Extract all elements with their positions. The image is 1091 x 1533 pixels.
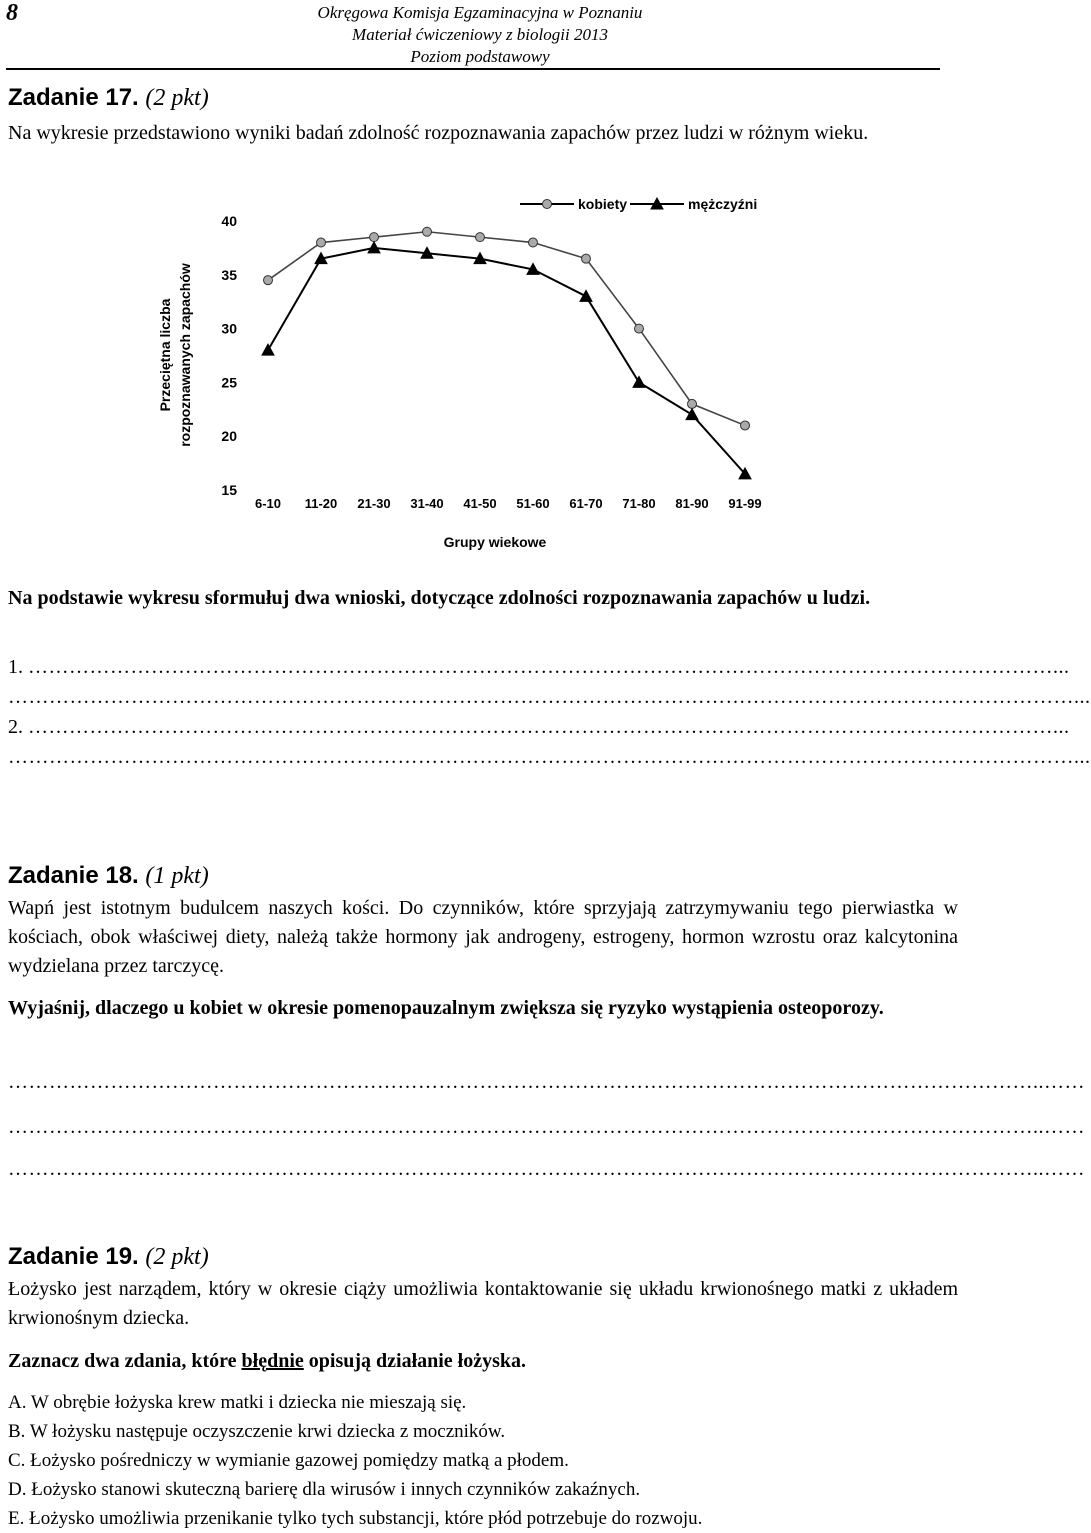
option-e[interactable]: E. Łożysko umożliwia przenikanie tylko tych substancji, które płód potrzebuje do rozwoju. [8, 1508, 703, 1529]
data-point [529, 238, 538, 247]
task19-points: (2 pkt) [145, 1244, 209, 1270]
data-point [264, 276, 273, 285]
option-a[interactable]: A. W obrębie łożyska krew matki i dziecka nie mieszają się. [8, 1392, 467, 1413]
data-point [476, 233, 485, 242]
task19-instruction [8, 1347, 958, 1376]
task18-answer-line1[interactable] [8, 1068, 1085, 1097]
task18-answer-line3[interactable] [8, 1155, 1085, 1184]
answer-dots: ……………………………………………………………………………………………………………………………………..…… [8, 1071, 1085, 1093]
x-tick-label: 11-20 [304, 496, 338, 511]
option-d[interactable]: D. Łożysko stanowi skuteczną barierę dla wirusów i innych czynników zakaźnych. [8, 1479, 641, 1500]
odor-recognition-chart [140, 185, 800, 565]
x-tick-label: 6-10 [254, 496, 282, 511]
legend-label: mężczyźni [688, 196, 758, 212]
task19-title [8, 1243, 209, 1271]
task17-instruction: Na podstawie wykresu sformułuj dwa wnioski, dotyczące zdolności rozpoznawania zapachów u ludzi. [8, 587, 871, 609]
series-line-women [268, 232, 745, 426]
header-institution: Okręgowa Komisja Egzaminacyjna w Poznaniu [317, 3, 643, 22]
x-tick-label: 81-90 [675, 496, 709, 511]
task18-instruction: Wyjaśnij, dlaczego u kobiet w okresie pomenopauzalnym zwiększa się ryzyko wystąpienia osteoporozy. [8, 997, 884, 1019]
y-tick-label: 40 [221, 213, 237, 229]
x-tick-label: 41-50 [463, 496, 497, 511]
answer-dots: …………………………………………………………………………………………………………………………………………... [8, 746, 1091, 768]
task18-intro: Wapń jest istotnym budulcem naszych kości. Do czynników, które sprzyjają zatrzymywaniu tego pierwiastka w kościach, obok właściwej diety, należą także hormony jak androgeny, estrogeny, hormon wzrostu oraz kalcytonina wydzielana przez tarczycę. [8, 897, 958, 977]
page-number: 8 [6, 0, 18, 26]
y-axis-label-line1: Przeciętna liczba [157, 298, 173, 412]
task19-instruction-emphasis: błędnie [241, 1350, 304, 1372]
answer-dots: …………………………………………………………………………………………………………………………………………... [8, 686, 1091, 708]
task17-answer1-label: 1. [8, 656, 23, 678]
task17-answer2-line2[interactable] [8, 743, 1091, 772]
x-tick-label: 61-70 [569, 496, 603, 511]
x-tick-label: 71-80 [622, 496, 656, 511]
task18-title [8, 862, 209, 890]
chart-axes [157, 213, 762, 550]
header-divider [6, 68, 940, 70]
data-point [262, 344, 274, 355]
legend-label: kobiety [578, 196, 628, 212]
legend-marker [543, 200, 552, 209]
data-point [317, 238, 326, 247]
y-tick-label: 25 [221, 374, 237, 391]
task19-options [8, 1388, 958, 1533]
x-axis-label: Grupy wiekowe [443, 534, 547, 550]
x-tick-label: 91-99 [728, 496, 762, 511]
task18-answer-line2[interactable] [8, 1113, 1085, 1142]
option-c[interactable]: C. Łożysko pośredniczy w wymianie gazowej pomiędzy matką a płodem. [8, 1450, 569, 1471]
header-level: Poziom podstawowy [410, 47, 550, 66]
task17-answer1-line2[interactable] [8, 683, 1091, 712]
task17-answer2-label: 2. [8, 716, 23, 738]
data-point [580, 290, 592, 301]
task18-title-text: Zadanie 18. [8, 862, 139, 889]
task17-title [8, 84, 209, 112]
data-point [688, 399, 697, 408]
chart-series [262, 227, 751, 479]
series-line-men [268, 248, 745, 474]
header-material: Materiał ćwiczeniowy z biologii 2013 [352, 25, 608, 44]
x-tick-label: 21-30 [357, 496, 391, 511]
task18-points: (1 pkt) [145, 863, 209, 889]
data-point [370, 233, 379, 242]
data-point [686, 409, 698, 420]
y-tick-label: 20 [221, 428, 237, 445]
data-point [423, 227, 432, 236]
option-b[interactable]: B. W łożysku następuje oczyszczenie krwi dziecka z moczników. [8, 1421, 506, 1442]
data-point [633, 376, 645, 387]
task19-instruction-start: Zaznacz dwa zdania, które [8, 1350, 242, 1372]
data-point [635, 324, 644, 333]
task19-title-text: Zadanie 19. [8, 1243, 139, 1270]
y-tick-label: 15 [221, 482, 237, 498]
page-header [0, 2, 960, 68]
x-tick-label: 31-40 [410, 496, 444, 511]
data-point [741, 421, 750, 430]
y-axis-label-line2: rozpoznawanych zapachów [177, 263, 193, 447]
task19-instruction-end: opisują działanie łożyska. [303, 1350, 527, 1372]
answer-dots: ……………………………………………………………………………………………………………………………………..…… [8, 1116, 1085, 1138]
answer-dots: ……………………………………………………………………………………………………………………………………... [28, 656, 1070, 678]
task17-points: (2 pkt) [145, 85, 209, 111]
data-point [582, 254, 591, 263]
chart-legend [520, 196, 757, 212]
x-tick-label: 51-60 [516, 496, 550, 511]
y-tick-label: 30 [221, 320, 237, 337]
task17-intro: Na wykresie przedstawiono wyniki badań zdolność rozpoznawania zapachów przez ludzi w różnym wieku. [8, 122, 869, 144]
task19-intro: Łożysko jest narządem, który w okresie ciąży umożliwia kontaktowanie się układu krwionośnego matki z układem krwionośnym dziecka. [8, 1278, 958, 1329]
task17-answer2-line1[interactable] [8, 713, 1070, 742]
task17-answer1-line1[interactable] [8, 653, 1070, 682]
task17-title-text: Zadanie 17. [8, 84, 139, 111]
answer-dots: ……………………………………………………………………………………………………………………………………..…… [8, 1158, 1085, 1180]
answer-dots: ……………………………………………………………………………………………………………………………………... [28, 716, 1070, 738]
y-tick-label: 35 [221, 266, 237, 283]
